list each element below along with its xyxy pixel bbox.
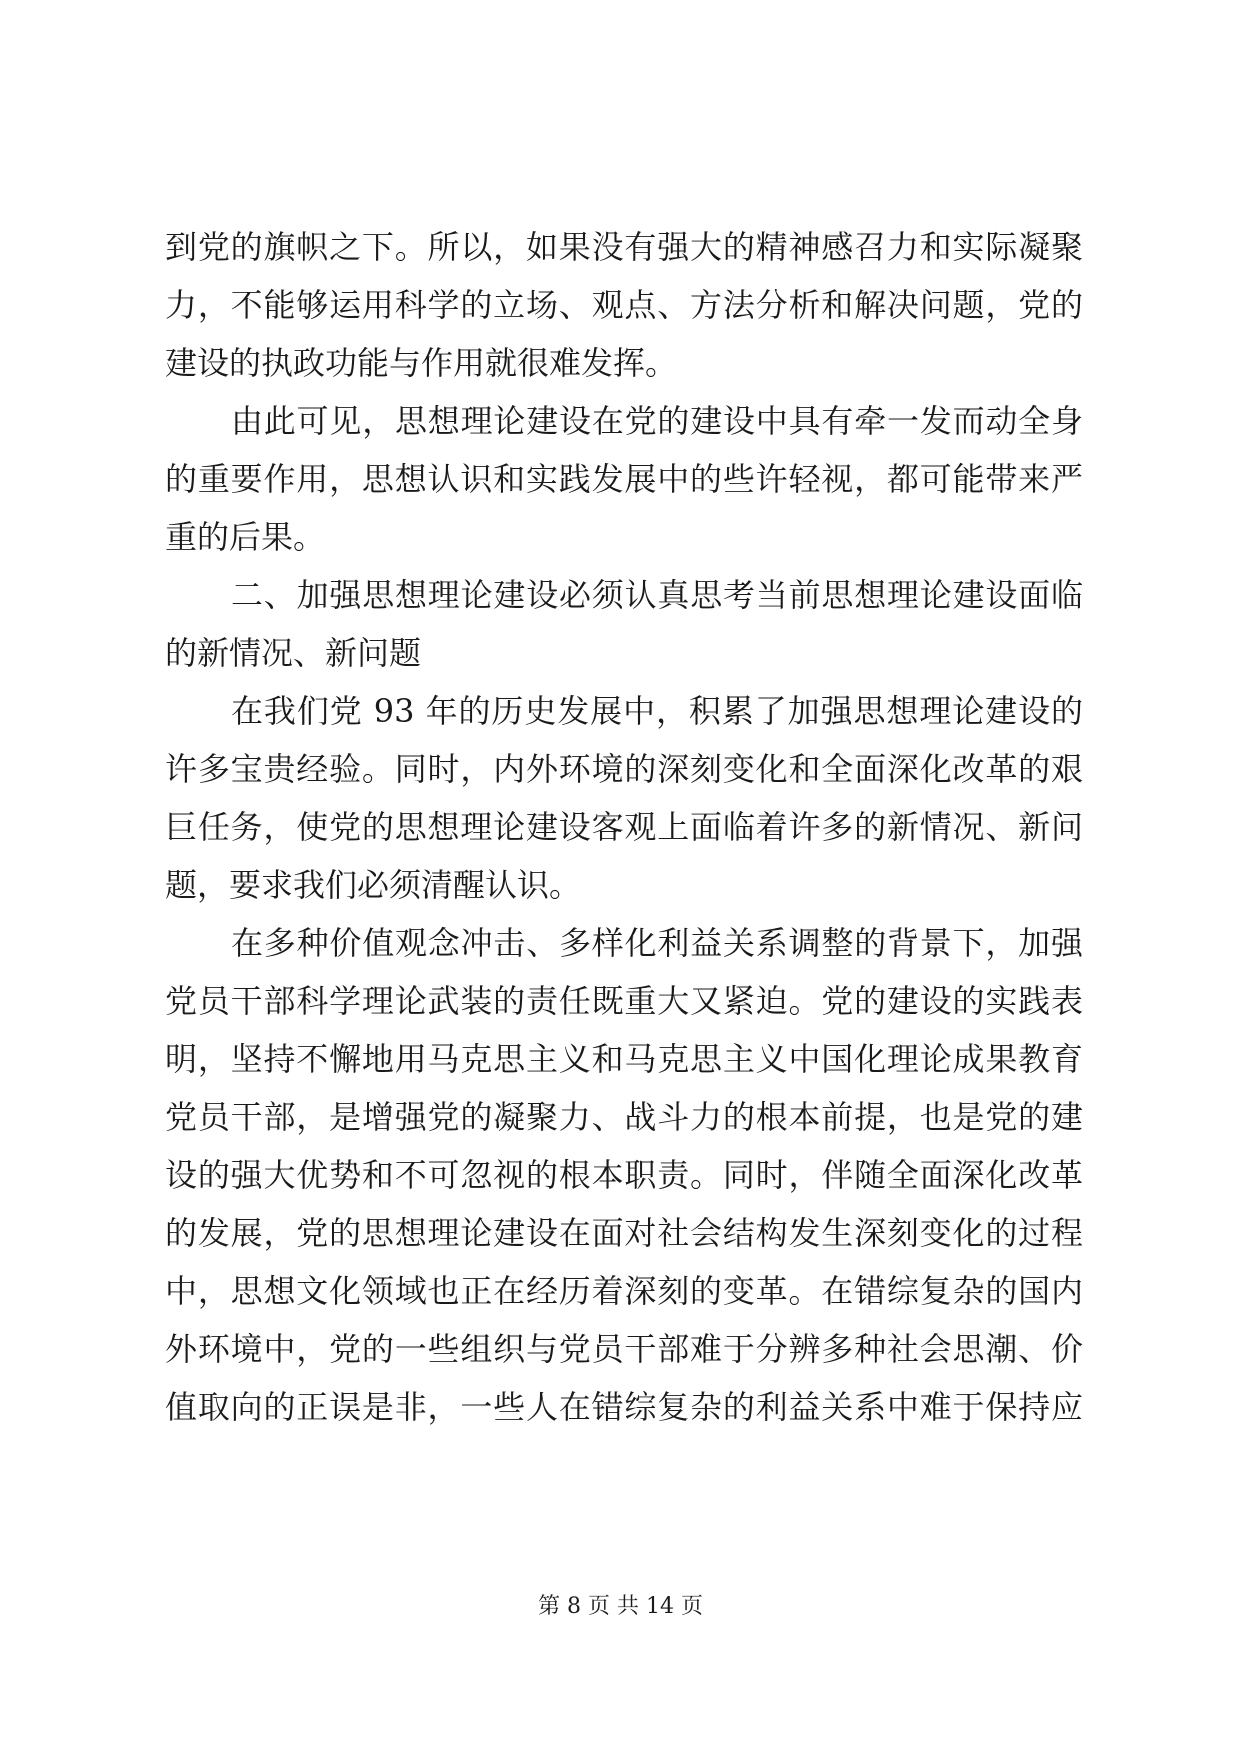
text-line: 在我们党 93 年的历史发展中，积累了加强思想理论建设的 — [231, 692, 1083, 730]
text-line: 中，思想文化领域也正在经历着深刻的变革。在错综复杂的国内 — [165, 1272, 1083, 1310]
text-line: 设的强大优势和不可忽视的根本职责。同时，伴随全面深化改革 — [165, 1156, 1083, 1194]
text-line: 在多种价值观念冲击、多样化利益关系调整的背景下，加强 — [231, 924, 1083, 962]
text-line: 题，要求我们必须清醒认识。 — [165, 866, 582, 904]
text-line: 外环境中，党的一些组织与党员干部难于分辨多种社会思潮、价 — [165, 1330, 1083, 1368]
text-line: 许多宝贵经验。同时，内外环境的深刻变化和全面深化改革的艰 — [165, 750, 1083, 788]
text-line: 值取向的正误是非，一些人在错综复杂的利益关系中难于保持应 — [165, 1388, 1083, 1426]
text-line: 的重要作用，思想认识和实践发展中的些许轻视，都可能带来严 — [165, 460, 1083, 498]
section-heading-line: 二、加强思想理论建设必须认真思考当前思想理论建设面临 — [231, 576, 1083, 614]
text-line: 重的后果。 — [165, 518, 326, 556]
text-line: 力，不能够运用科学的立场、观点、方法分析和解决问题，党的 — [165, 286, 1083, 324]
text-line: 党员干部科学理论武装的责任既重大又紧迫。党的建设的实践表 — [165, 982, 1083, 1020]
text-line: 到党的旗帜之下。所以，如果没有强大的精神感召力和实际凝聚 — [165, 228, 1083, 266]
text-line: 明，坚持不懈地用马克思主义和马克思主义中国化理论成果教育 — [165, 1040, 1083, 1078]
text-line: 党员干部，是增强党的凝聚力、战斗力的根本前提，也是党的建 — [165, 1098, 1083, 1136]
text-line: 巨任务，使党的思想理论建设客观上面临着许多的新情况、新问 — [165, 808, 1083, 846]
page-number-footer: 第 8 页 共 14 页 — [538, 1594, 703, 1619]
text-line: 建设的执政功能与作用就很难发挥。 — [165, 344, 678, 382]
text-line: 的发展，党的思想理论建设在面对社会结构发生深刻变化的过程 — [165, 1214, 1083, 1252]
text-line: 由此可见，思想理论建设在党的建设中具有牵一发而动全身 — [231, 402, 1083, 440]
section-heading-line: 的新情况、新问题 — [165, 634, 422, 672]
